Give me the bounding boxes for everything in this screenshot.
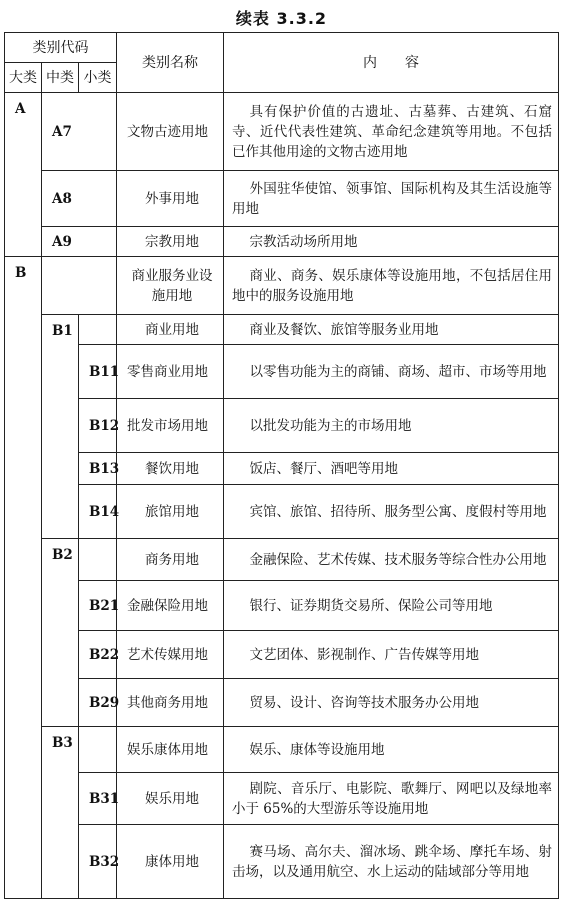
header-content: 内 容 xyxy=(224,33,559,93)
minor-code xyxy=(79,539,117,581)
minor-code: B11 xyxy=(79,345,117,399)
category-name: 旅馆用地 xyxy=(117,485,224,539)
header-major: 大类 xyxy=(5,63,42,93)
table-row xyxy=(5,631,559,679)
header-medium: 中类 xyxy=(42,63,79,93)
category-content: 银行、证券期货交易所、保险公司等用地 xyxy=(224,581,559,631)
minor-code: B14 xyxy=(79,485,117,539)
category-content: 文艺团体、影视制作、广告传媒等用地 xyxy=(224,631,559,679)
table-row xyxy=(5,171,559,227)
table-row xyxy=(5,399,559,453)
category-content: 娱乐、康体等设施用地 xyxy=(224,727,559,773)
header-code-group: 类别代码 xyxy=(5,33,117,63)
minor-code: B21 xyxy=(79,581,117,631)
land-use-table xyxy=(4,32,559,899)
table-row xyxy=(5,539,559,581)
table-row xyxy=(5,227,559,257)
table-row xyxy=(5,679,559,727)
category-name: 商业用地 xyxy=(117,315,224,345)
category-content: 宗教活动场所用地 xyxy=(224,227,559,257)
table-row xyxy=(5,345,559,399)
category-content: 饭店、餐厅、酒吧等用地 xyxy=(224,453,559,485)
category-name: 外事用地 xyxy=(117,171,224,227)
category-content: 具有保护价值的古遗址、古墓葬、古建筑、石窟寺、近代代表性建筑、革命纪念建筑等用地。不包括已作其他用途的文物古迹用地 xyxy=(224,93,559,171)
category-content: 以零售功能为主的商铺、商场、超市、市场等用地 xyxy=(224,345,559,399)
category-name: 商业服务业设施用地 xyxy=(117,257,224,315)
table-row xyxy=(5,727,559,773)
category-content: 商业及餐饮、旅馆等服务业用地 xyxy=(224,315,559,345)
category-name: 批发市场用地 xyxy=(117,399,224,453)
medium-code: B2 xyxy=(42,539,79,727)
table-row xyxy=(5,773,559,825)
header-minor: 小类 xyxy=(79,63,117,93)
minor-code xyxy=(79,315,117,345)
medium-code xyxy=(42,257,117,315)
medium-code: A9 xyxy=(42,227,117,257)
minor-code: B12 xyxy=(79,399,117,453)
major-code: A xyxy=(5,93,42,257)
category-content: 宾馆、旅馆、招待所、服务型公寓、度假村等用地 xyxy=(224,485,559,539)
minor-code: B31 xyxy=(79,773,117,825)
category-content: 剧院、音乐厅、电影院、歌舞厅、网吧以及绿地率小于 65%的大型游乐等设施用地 xyxy=(224,773,559,825)
table-row xyxy=(5,93,559,171)
table-row xyxy=(5,825,559,899)
minor-code xyxy=(79,727,117,773)
category-content: 赛马场、高尔夫、溜冰场、跳伞场、摩托车场、射击场，以及通用航空、水上运动的陆域部分等用地 xyxy=(224,825,559,899)
minor-code: B29 xyxy=(79,679,117,727)
category-name: 商务用地 xyxy=(117,539,224,581)
table-row xyxy=(5,257,559,315)
category-name: 零售商业用地 xyxy=(117,345,224,399)
table-caption: 续表 3.3.2 xyxy=(235,9,328,28)
medium-code: B3 xyxy=(42,727,79,899)
minor-code: B32 xyxy=(79,825,117,899)
category-name: 宗教用地 xyxy=(117,227,224,257)
category-content: 商业、商务、娱乐康体等设施用地，不包括居住用地中的服务设施用地 xyxy=(224,257,559,315)
table-row xyxy=(5,581,559,631)
category-name: 艺术传媒用地 xyxy=(117,631,224,679)
category-name: 文物古迹用地 xyxy=(117,93,224,171)
header-name: 类别名称 xyxy=(117,33,224,93)
category-content: 金融保险、艺术传媒、技术服务等综合性办公用地 xyxy=(224,539,559,581)
category-content: 贸易、设计、咨询等技术服务办公用地 xyxy=(224,679,559,727)
minor-code: B22 xyxy=(79,631,117,679)
category-name: 康体用地 xyxy=(117,825,224,899)
category-name: 娱乐用地 xyxy=(117,773,224,825)
category-content: 外国驻华使馆、领事馆、国际机构及其生活设施等用地 xyxy=(224,171,559,227)
category-name: 餐饮用地 xyxy=(117,453,224,485)
major-code: B xyxy=(5,257,42,899)
category-content: 以批发功能为主的市场用地 xyxy=(224,399,559,453)
minor-code: B13 xyxy=(79,453,117,485)
medium-code: B1 xyxy=(42,315,79,539)
medium-code: A7 xyxy=(42,93,117,171)
header-row-1 xyxy=(5,33,559,63)
table-row xyxy=(5,485,559,539)
category-name: 娱乐康体用地 xyxy=(117,727,224,773)
medium-code: A8 xyxy=(42,171,117,227)
category-name: 金融保险用地 xyxy=(117,581,224,631)
category-name: 其他商务用地 xyxy=(117,679,224,727)
table-row xyxy=(5,315,559,345)
table-row xyxy=(5,453,559,485)
